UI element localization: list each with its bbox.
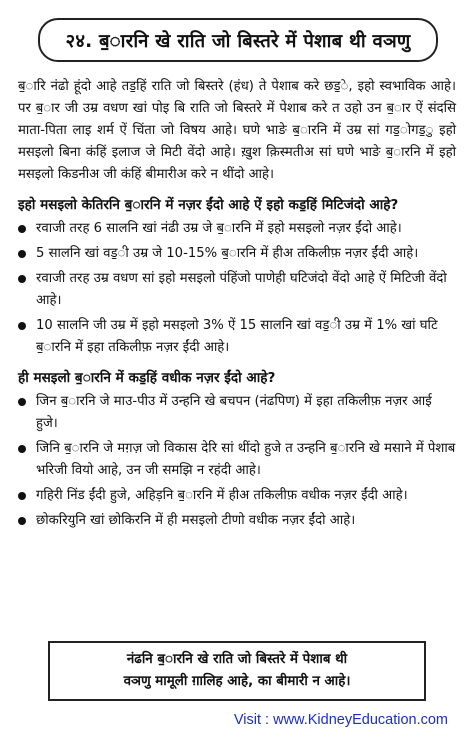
- bullet-icon: [18, 517, 26, 525]
- bullet-icon: [18, 445, 26, 453]
- section-2-list: [18, 391, 456, 532]
- section-2-heading: ही मसइलो ब॒ारनि में कड॒हिं वधीक नज़र ईंदो आहे?: [18, 370, 276, 386]
- list-item: रवाजी तरह 6 सालनि खां नंढी उम्र जे ब॒ारनि में इहो मसइलो नज़र ईंदो आहे।: [18, 218, 456, 240]
- bullet-icon: [18, 322, 26, 330]
- list-item: गहिरी निंड ईंदी हुजे, अहिड़नि ब॒ारनि में हीअ तकिलीफ़ वधीक नज़र ईंदी आहे।: [18, 485, 456, 507]
- list-item: रवाजी तरह उम्र वधण सां इहो मसइलो पंहिंजो पाणेही घटिजंदो वेंदो आहे ऐं मिटिजी वेंदो आहे।: [18, 268, 456, 312]
- bullet-icon: [18, 250, 26, 258]
- page-title-text: २४. ब॒ारनि खे राति जो बिस्तरे में पेशाब थी वञणु: [65, 30, 411, 52]
- bullet-icon: [18, 492, 26, 500]
- bullet-icon: [18, 275, 26, 283]
- summary-note-line-2: वञणु मामूली ग़ालिह आहे, का बीमारी न आहे।: [123, 674, 351, 689]
- section-1-heading: इहो मसइलो केतिरनि ब॒ारनि में नज़र ईंदो आहे ऐं इहो कड॒हिं मिटिजंदो आहे?: [18, 197, 399, 213]
- bullet-icon: [18, 398, 26, 406]
- list-item: 10 सालनि जी उम्र में इहो मसइलो 3% ऐं 15 सालनि खां वड॒ी उम्र में 1% खां घटि ब॒ारनि में इहा तकिलीफ़ नज़र ईंदी आहे।: [18, 315, 456, 359]
- bullet-icon: [18, 225, 26, 233]
- list-item: छोकरियुनि खां छोकिरनि में ही मसइलो टीणो वधीक नज़र ईंदो आहे।: [18, 510, 456, 532]
- list-item: जिन ब॒ारनि जे माउ-पीउ में उन्हनि खे बचपन (नंढपिण) में इहा तकिलीफ़ नज़र आई हुजे।: [18, 391, 456, 435]
- summary-note-box: [48, 641, 426, 701]
- list-item: जिनि ब॒ारनि जे मग़ज़ जो विकास देरि सां थींदो हुजे त उन्हनि ब॒ारनि खे मसाने में पेशाब भरिजी वियो आहे, उन जी समझि न रहंदी आहे।: [18, 438, 456, 482]
- section-1-list: [18, 218, 456, 359]
- intro-paragraph: ब॒ारि नंढो हूंदो आहे तड॒हिं राति जो बिस्तरे (हंध) ते पेशाब करे छड॒े, इहो स्वभाविक आहे। पर ब॒ार जी उम्र वधण खां पोइ बि राति जो बिस्तरे में पेशाब करे त उहो उन ब॒ार ऐं संदसि माता-पिता लाइ शर्म ऐं चिंता जो विषय आहे। घणे भाङे ब॒ारनि में उम्र सां गड॒ोगड॒ु इहो मसइलो बिना कंहिं इलाज जे मिटी वेंदो आहे। ख़ुश क़िस्मतीअ सां घणे भाङे ब॒ारनि में इहो मसइलो किडनीअ जी कंहिं बीमारीअ करे न थींदो आहे।: [18, 79, 456, 182]
- page-title: [38, 18, 438, 62]
- summary-note-line-1: नंढनि ब॒ारनि खे राति जो बिस्तरे में पेशाब थी: [126, 652, 348, 667]
- main-content: [18, 76, 456, 535]
- list-item: 5 सालनि खां वड॒ी उम्र जे 10-15% ब॒ारनि में हीअ तकिलीफ़ नज़र ईंदी आहे।: [18, 243, 456, 265]
- website-footer-link[interactable]: Visit : www.KidneyEducation.com: [233, 712, 448, 728]
